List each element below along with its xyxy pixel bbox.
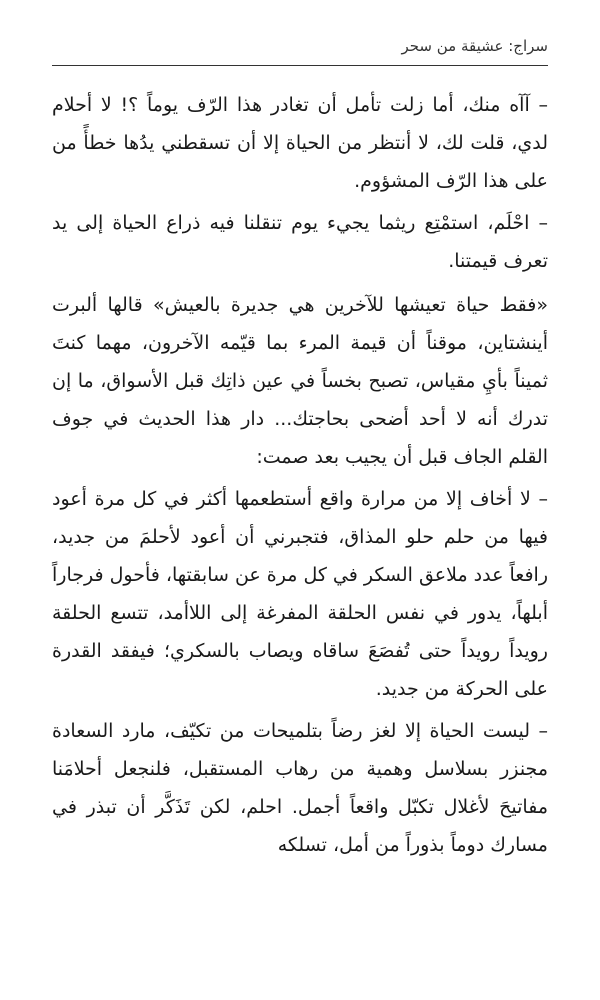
paragraph-dialogue-3: – لا أخاف إلا من مرارة واقع أستطعمها أكثر في كل مرة أعود فيها من حلم حلو المذاق، فتجبرني أن أعود لأحلمَ من جديد، رافعاً عدد ملاعق السكر في كل مرة عن سابقتها، فأحول فرجاراً أبلهاً، يدور في نفس الحلقة المفرغة إلى اللاأمد، تتسع الحلقة رويداً رويداً حتى تُفصَعَ ساقاه ويصاب بالسكري؛ فيفقد القدرة على الحركة من جديد.	[52, 488, 548, 700]
paragraph-einstein-quote: «فقط حياة تعيشها للآخرين هي جديرة بالعيش» قالها ألبرت أينشتاين، موقناً أن قيمة المرء بما قيّمه الآخرون، مهما كنتَ ثميناً بأيِ مقياس، تصبح بخساً في عين ذاتِك قبل الأسواق، ما إن تدرك أنه لا أحد أضحى بحاجتك... دار هذا الحديث في جوف القلم الجاف قبل أن يجيب بعد صمت:	[52, 294, 548, 468]
running-header	[52, 35, 548, 66]
paragraph-dialogue-1: – آآه منك، أما زلت تأمل أن تغادر هذا الرّف يوماً ؟! لا أحلام لدي، قلت لك، لا أنتظر من الحياة إلا أن تسقطني يدُها خطأً من على هذا الرّف المشؤوم.	[52, 94, 548, 192]
paragraph-dialogue-2: – احْلَم، استمْتِع ريثما يجيء يوم تنقلنا فيه ذراع الحياة إلى يد تعرف قيمتنا.	[52, 212, 548, 272]
running-header-title: سراج: عشيقة من سحر	[401, 37, 548, 55]
paragraph-dialogue-4: – ليست الحياة إلا لغز رضاً بتلميحات من تكيّف، مارد السعادة مجنزر بسلاسل وهمية من رهاب المستقبل، فلنجعل أحلامَنا مفاتيحَ لأغلال تكبّل واقعاً أجمل. احلم، لكن تَذَكَّر أن تبذر في مسارك دوماً بذوراً من أمل، تسلكه	[52, 720, 548, 856]
page-body	[52, 86, 548, 868]
